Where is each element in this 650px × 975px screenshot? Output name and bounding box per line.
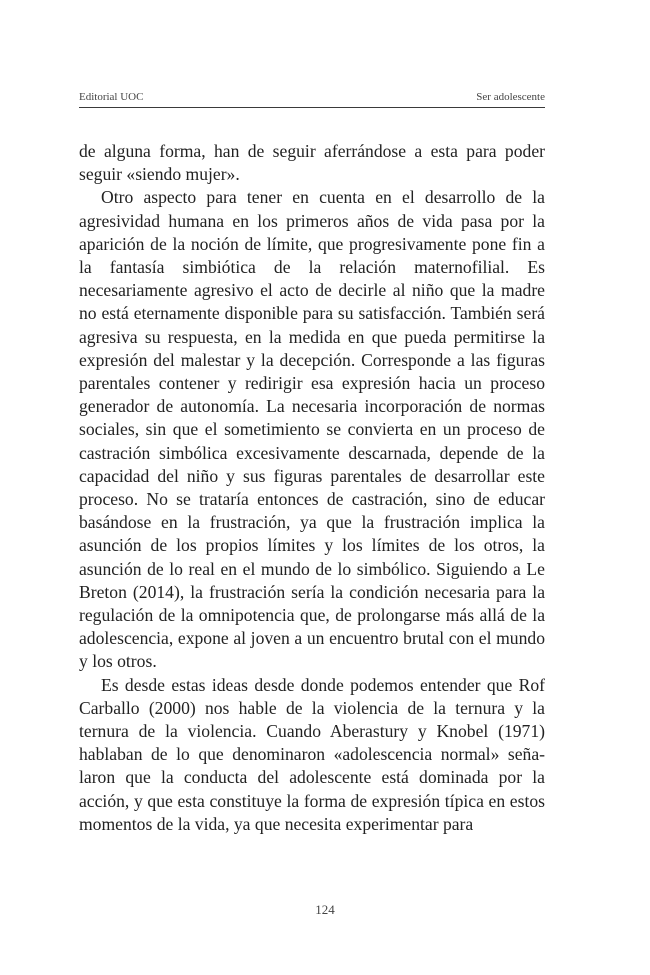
- paragraph-continuation: de alguna forma, han de seguir aferrándose a esta para poder seguir «siendo mujer».: [79, 141, 545, 185]
- paragraph: Otro aspecto para tener en cuenta en el desarrollo de la agresividad humana en los primeros años de vida pasa por la aparición de la noción de límite, que progresivamente pone fin a la fantasía simbiótica de la relación maternofilial. Es necesariamente agresivo el acto de decirle al niño que la madre no está eternamente disponible para su satisfacción. También será agresiva su respuesta, en la medida en que pueda permitirse la expresión del malestar y la decepción. Corresponde a las figuras parentales contener y redirigir esa expresión hacia un proceso generador de autonomía. La necesaria incorporación de normas sociales, sin que el sometimiento se convierta en un proceso de castración simbólica excesivamente descarnada, depende de la capacidad del niño y sus figuras parentales de desarrollar este proceso. No se trataría entonces de castración, sino de educar basándose en la frustración, ya que la frustración implica la asunción de los propios límites y los límites de los otros, la asunción de lo real en el mundo de lo simbólico. Siguiendo a Le Breton (2014), la frustración sería la condición necesaria para la regulación de la omnipotencia que, de prolongarse más allá de la adolescencia, expone al joven a un encuentro brutal con el mundo y los otros.: [79, 187, 545, 672]
- paragraph: Es desde estas ideas desde donde podemos entender que Rof Carballo (2000) nos hable de la violencia de la ternura y la ternura de la violencia. Cuando Aberastury y Knobel (1971) hablaban de lo que denominaron «adolescencia normal» señalaron que la conducta del adolescente está dominada por la acción, y que esta constituye la forma de expresión típica en estos momentos de la vida, ya que necesita experimentar para: [79, 674, 545, 834]
- book-title: Ser adolescente: [476, 91, 545, 103]
- body-text: [79, 140, 545, 836]
- page-number: 124: [315, 902, 335, 917]
- running-header: [79, 89, 545, 108]
- publisher-name: Editorial UOC: [79, 91, 144, 103]
